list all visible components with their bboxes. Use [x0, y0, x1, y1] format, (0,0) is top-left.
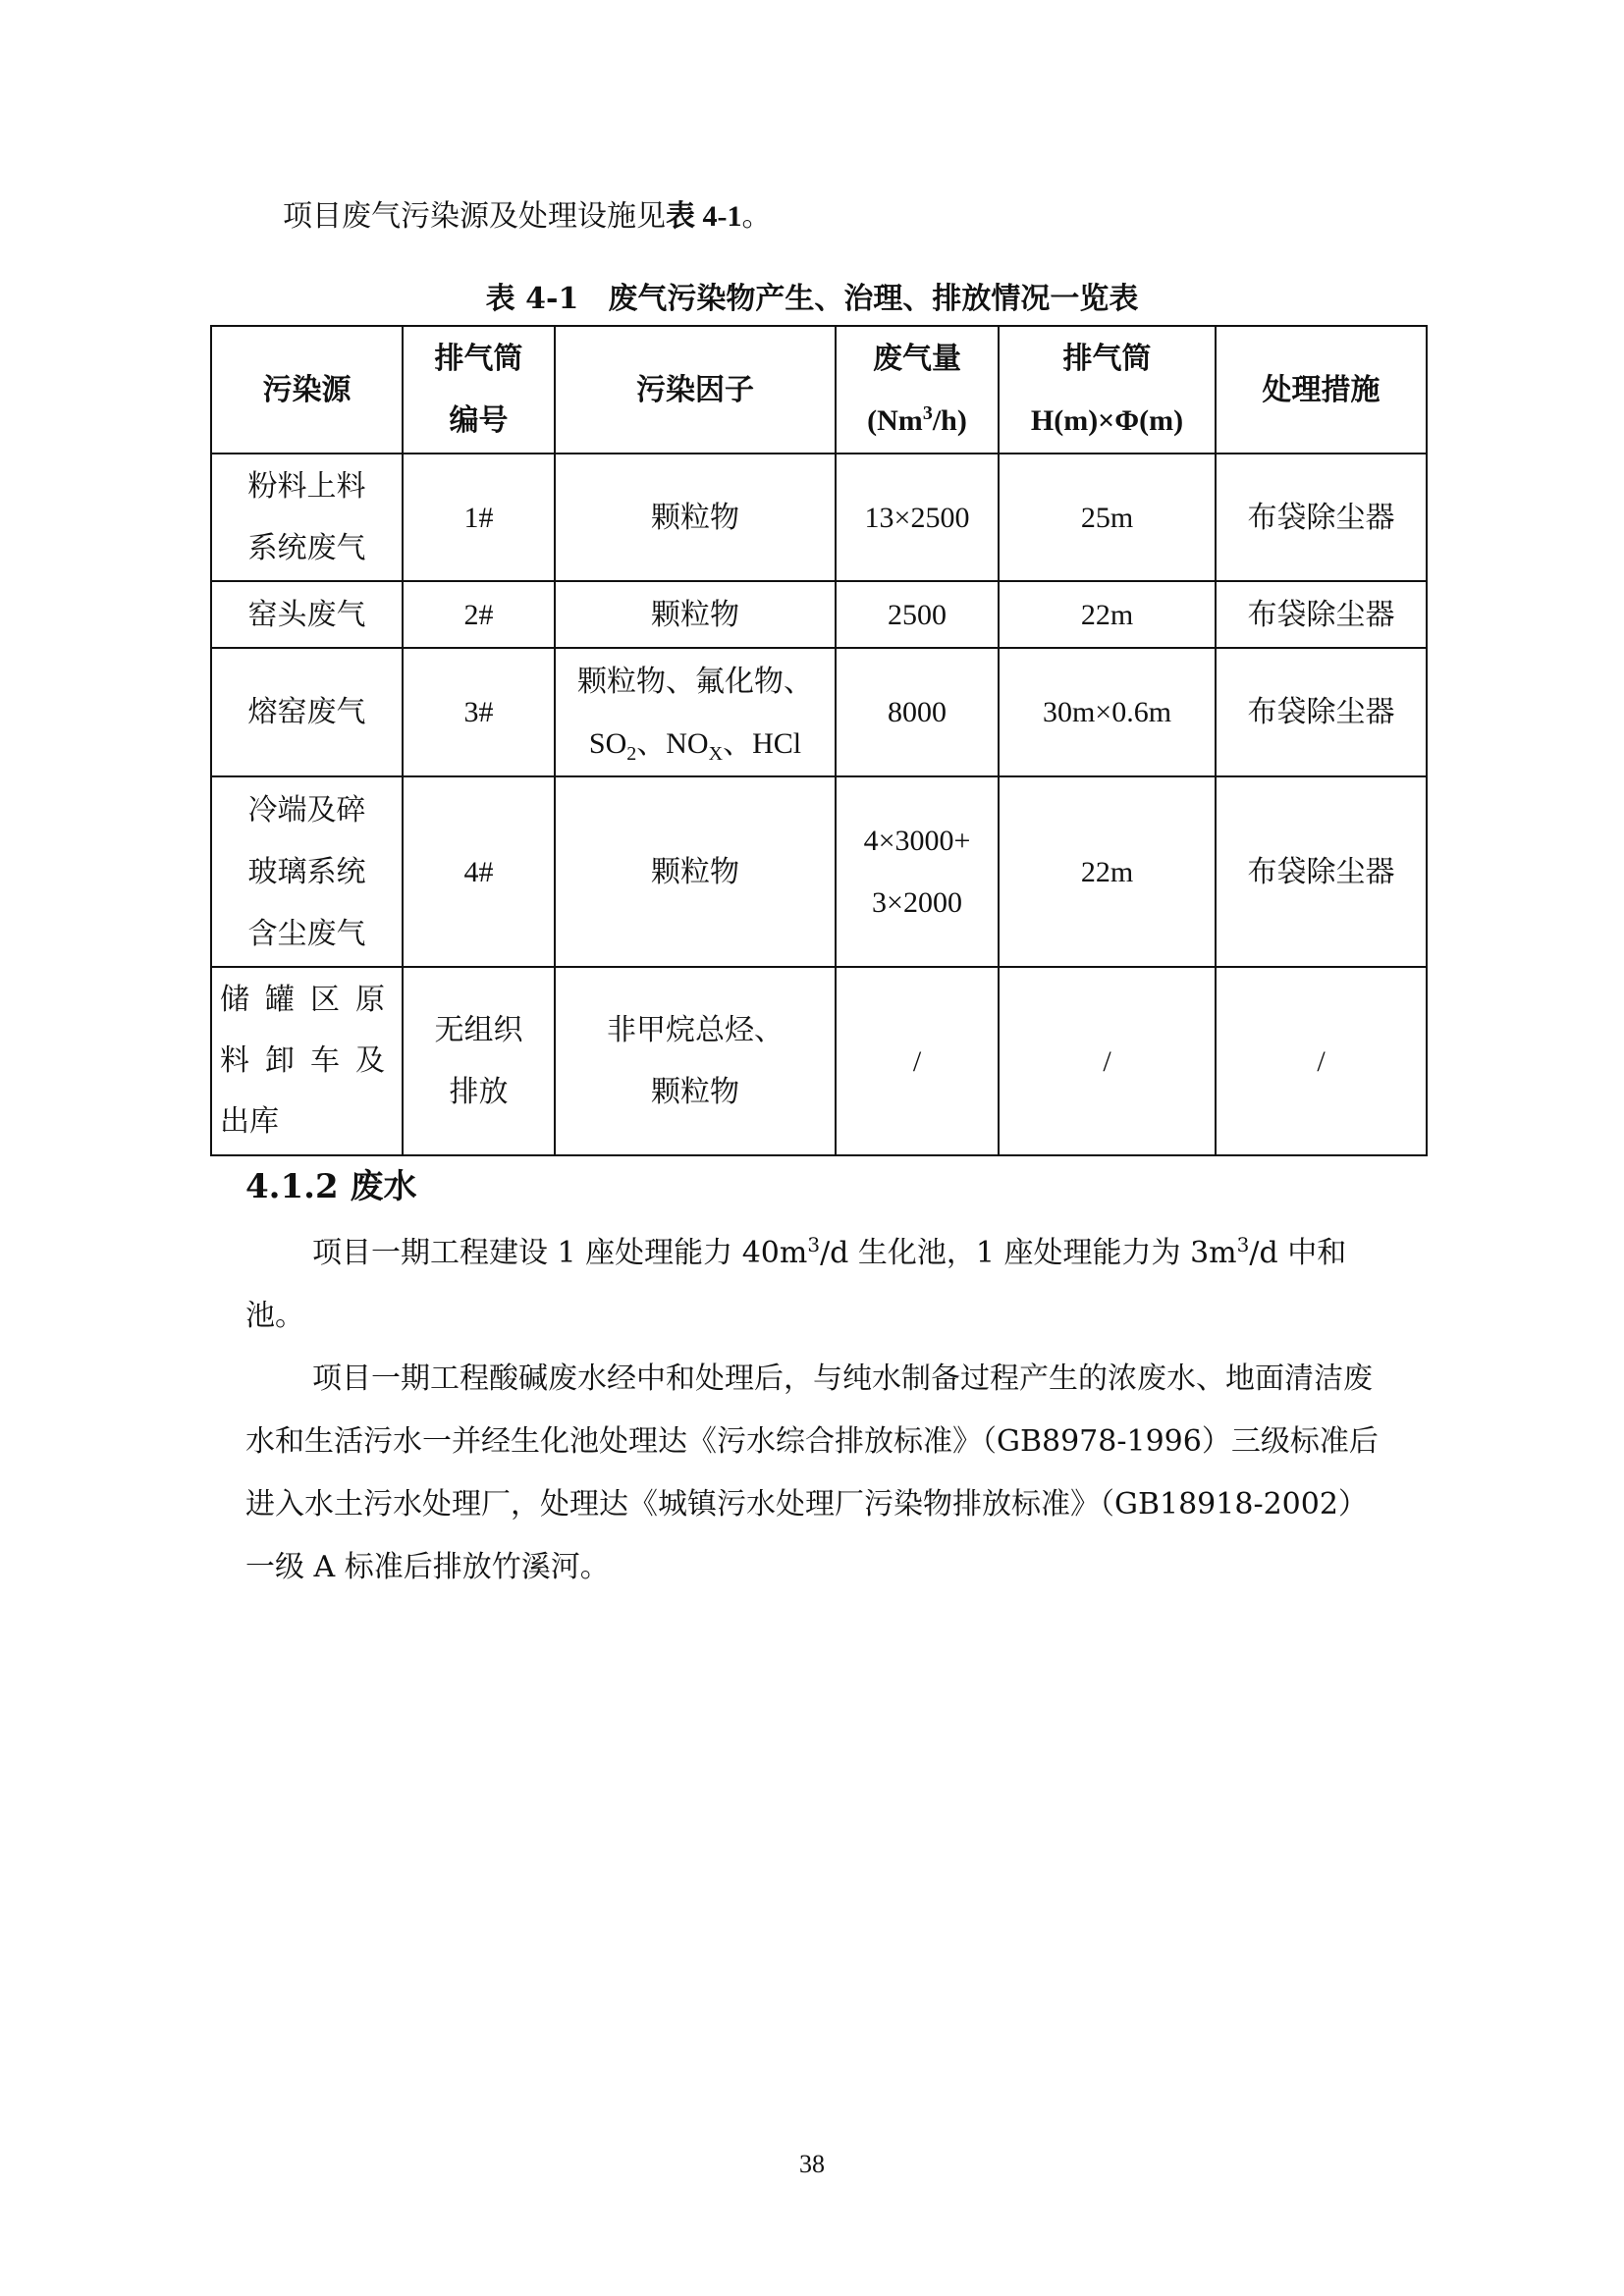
cell-stack-no: 无组织 排放 [403, 967, 555, 1155]
cell-flow: / [836, 967, 999, 1155]
cell-factor: 颗粒物 [555, 776, 836, 967]
intro-period: 。 [741, 199, 772, 234]
cell-dim: 22m [999, 776, 1216, 967]
cell-stack-no: 1# [403, 454, 555, 581]
cell-factor: 颗粒物 [555, 454, 836, 581]
header-stack-dim: 排气筒 H(m)×Φ(m) [999, 326, 1216, 454]
header-stack-no: 排气筒 编号 [403, 326, 555, 454]
table-row [211, 581, 1427, 648]
emission-table [210, 325, 1428, 1156]
paragraph-1: 项目一期工程建设 1 座处理能力 $40m^3/d$ 生化池，1 座处理能力为 $3m^3/d$ 中和池。 [245, 1233, 1347, 1333]
cell-factor: 非甲烷总烃、 颗粒物 [555, 967, 836, 1155]
cell-source: 熔窑废气 [211, 648, 403, 776]
header-factor: 污染因子 [555, 326, 836, 454]
cell-source: 储罐区原 料卸车及 出库 [211, 967, 403, 1155]
table-caption: 表 4-1 废气污染物产生、治理、排放情况一览表 [485, 282, 1139, 316]
table-reference: 表 4-1 [666, 200, 742, 233]
cell-stack-no: 2# [403, 581, 555, 648]
cell-source: 冷端及碎 玻璃系统 含尘废气 [211, 776, 403, 967]
intro-sentence [283, 194, 772, 240]
cell-measure: 布袋除尘器 [1216, 776, 1427, 967]
paragraph-2: 项目一期工程酸碱废水经中和处理后，与纯水制备过程产生的浓废水、地面清洁废水和生活污水一并经生化池处理达《污水综合排放标准》（GB8978-1996）三级标准后进入水土污水处理厂，处理达《城镇污水处理厂污染物排放标准》（GB18918-2002）一级 A 标准后排放竹溪河。 [245, 1362, 1379, 1584]
cell-source: 窑头废气 [211, 581, 403, 648]
cell-dim: / [999, 967, 1216, 1155]
cell-measure: 布袋除尘器 [1216, 454, 1427, 581]
cell-stack-no: 3# [403, 648, 555, 776]
table-header-row [211, 326, 1427, 454]
table-row [211, 776, 1427, 967]
cell-factor: 颗粒物、氟化物、 $SO_2$、$NO_X$、HCl [555, 648, 836, 776]
cell-measure: / [1216, 967, 1427, 1155]
cell-dim: 30m×0.6m [999, 648, 1216, 776]
cell-measure: 布袋除尘器 [1216, 648, 1427, 776]
table-row [211, 967, 1427, 1155]
page-number: 38 [799, 2150, 825, 2178]
cell-measure: 布袋除尘器 [1216, 581, 1427, 648]
header-flow: 废气量 (Nm$^3$/h) [836, 326, 999, 454]
cell-factor: 颗粒物 [555, 581, 836, 648]
header-measure: 处理措施 [1216, 326, 1427, 454]
section-heading: 4.1.2 废水 [245, 1167, 417, 1206]
cell-flow: 13×2500 [836, 454, 999, 581]
cell-source: 粉料上料 系统废气 [211, 454, 403, 581]
cell-dim: 25m [999, 454, 1216, 581]
cell-stack-no: 4# [403, 776, 555, 967]
table-row [211, 648, 1427, 776]
table-row [211, 454, 1427, 581]
intro-text: 项目废气污染源及处理设施见 [283, 199, 666, 234]
cell-flow: 2500 [836, 581, 999, 648]
header-source: 污染源 [211, 326, 403, 454]
cell-flow: 4×3000+ 3×2000 [836, 776, 999, 967]
cell-flow: 8000 [836, 648, 999, 776]
cell-dim: 22m [999, 581, 1216, 648]
